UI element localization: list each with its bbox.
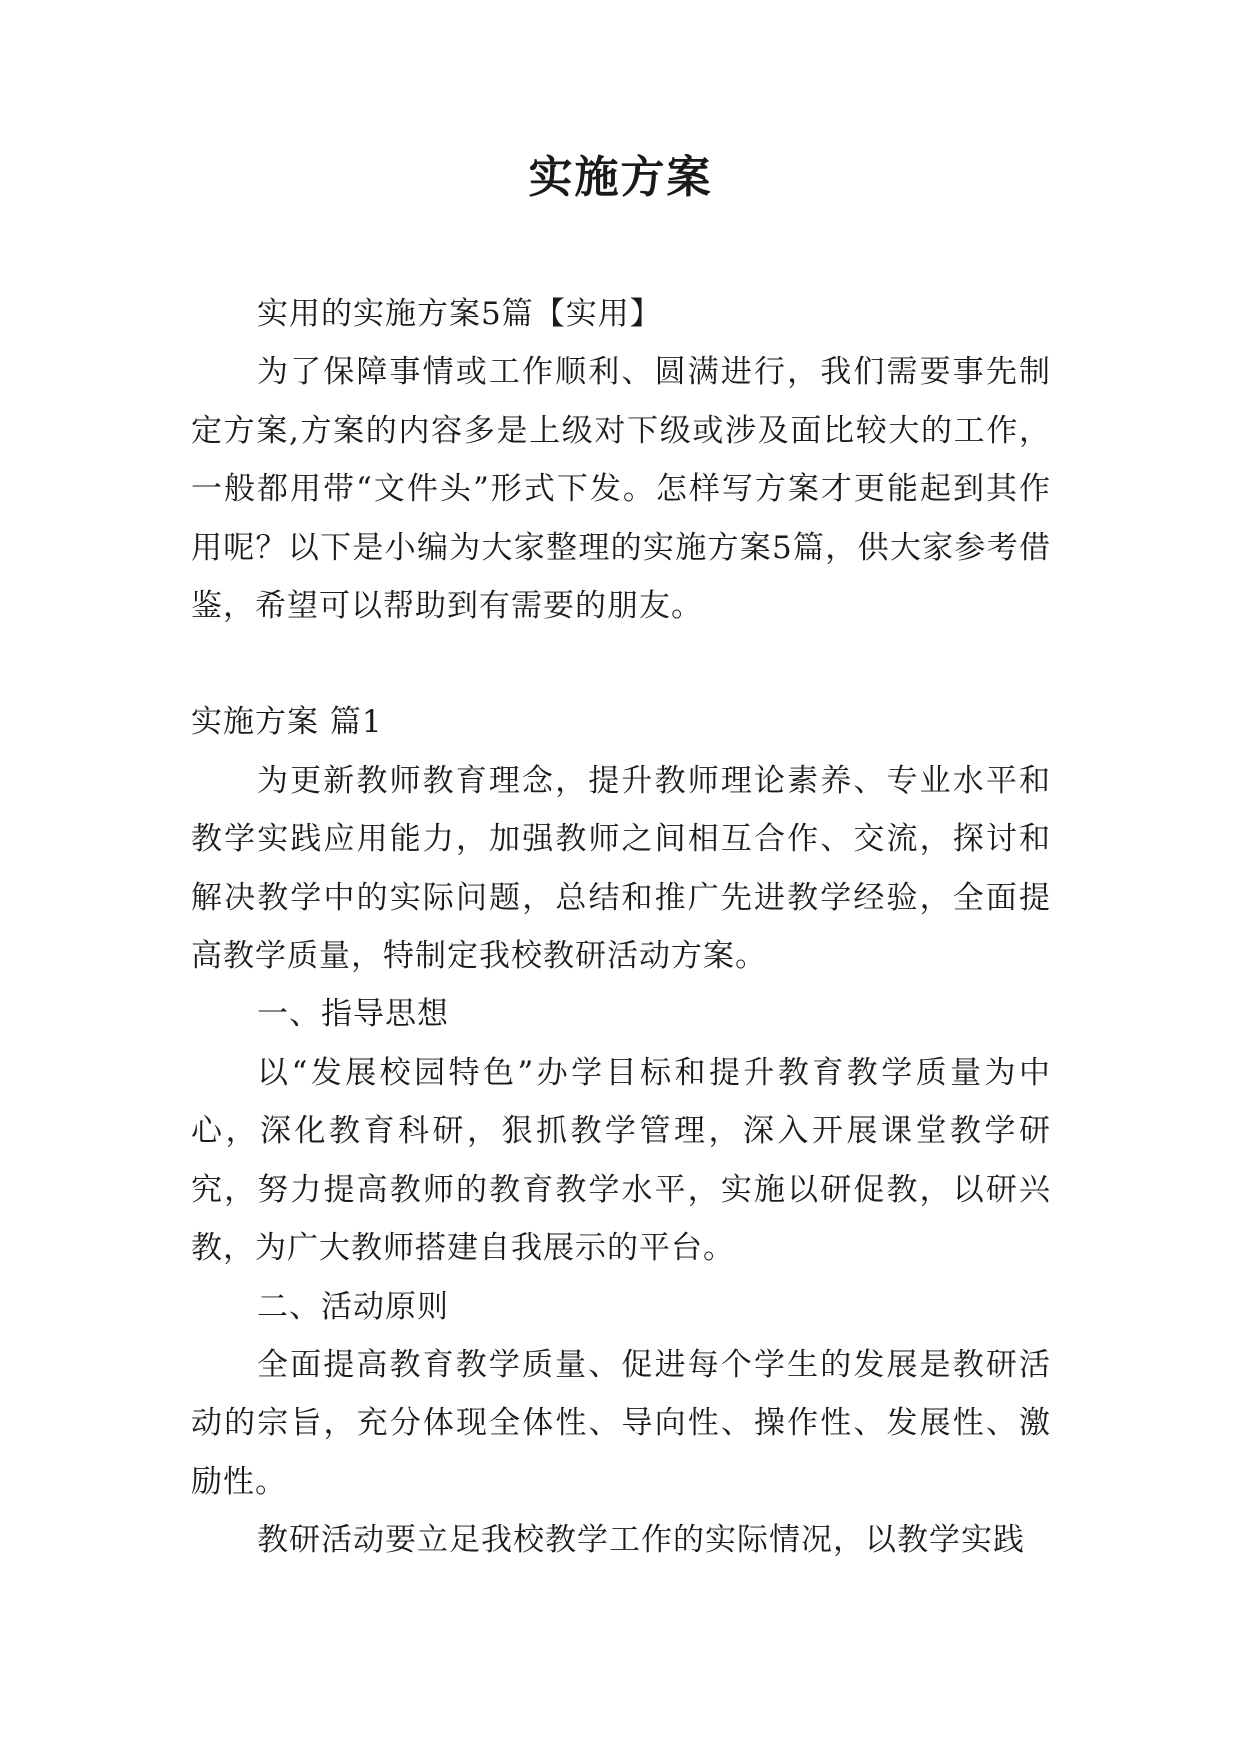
subtitle-paragraph: 实用的实施方案5篇【实用】	[257, 296, 662, 332]
body-paragraph: 全面提高教育教学质量、促进每个学生的发展是教研活动的宗旨，充分体现全体性、导向性、操作性、发展性、激励性。	[191, 1346, 1051, 1500]
subheading-guiding-ideology: 一、指导思想	[257, 996, 449, 1033]
paragraph-spacer	[191, 635, 1051, 693]
section-heading: 实施方案 篇1	[191, 704, 383, 741]
body-paragraph: 为更新教师教育理念，提升教师理论素养、专业水平和教学实践应用能力，加强教师之间相互合作、交流，探讨和解决教学中的实际问题，总结和推广先进教学经验，全面提高教学质量，特制定我校教研活动方案。	[191, 762, 1051, 975]
document-body	[191, 285, 1051, 1570]
body-paragraph: 以“发展校园特色”办学目标和提升教育教学质量为中心，深化教育科研，狠抓教学管理，深入开展课堂教学研究，努力提高教师的教育教学水平，实施以研促教，以研兴教，为广大教师搭建自我展示的平台。	[191, 1054, 1051, 1267]
intro-paragraph: 为了保障事情或工作顺利、圆满进行，我们需要事先制定方案,方案的内容多是上级对下级或涉及面比较大的工作，一般都用带“文件头”形式下发。怎样写方案才更能起到其作用呢？以下是小编为大家整理的实施方案5篇，供大家参考借鉴，希望可以帮助到有需要的朋友。	[191, 354, 1051, 625]
body-paragraph: 教研活动要立足我校教学工作的实际情况，以教学实践	[257, 1522, 1025, 1559]
subheading-activity-principles: 二、活动原则	[257, 1288, 449, 1325]
document-title: 实施方案	[528, 152, 713, 203]
